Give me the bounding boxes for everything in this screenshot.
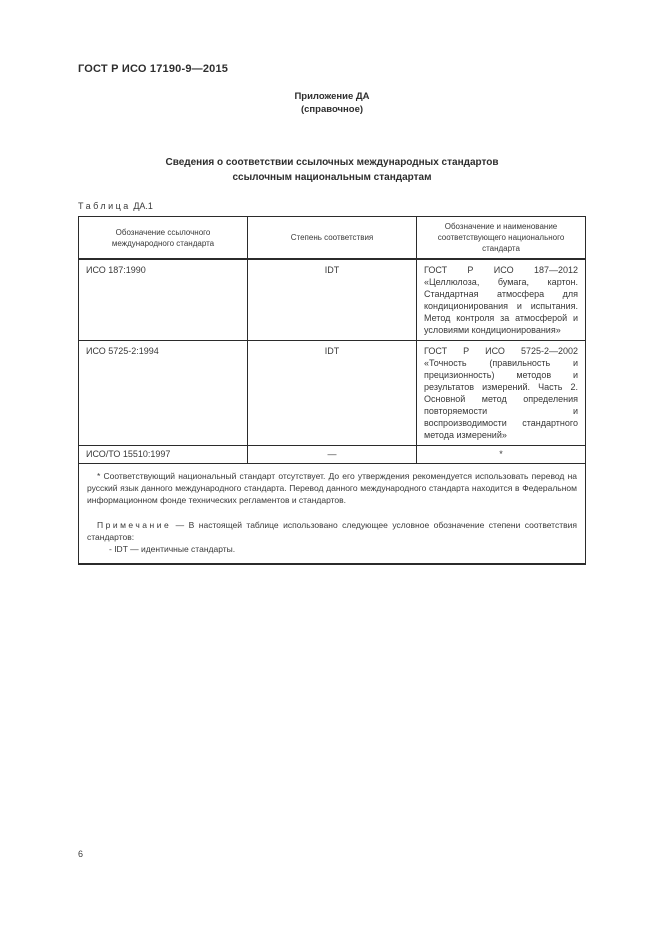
page-title-line1: Сведения о соответствии ссылочных международных стандартов (165, 157, 499, 168)
appendix-block (78, 90, 586, 116)
table-label-word: Таблица (78, 201, 131, 211)
note-text: — В настоящей таблице использовано следующее условное обозначение степени соответствия стандартов: (87, 520, 577, 542)
table-label (78, 201, 586, 211)
correspondence-table (78, 216, 586, 565)
page-content (78, 0, 586, 565)
page-title (78, 155, 586, 185)
cell-national-standard: * (417, 446, 586, 464)
cell-reference-standard: ИСО 187:1990 (79, 259, 248, 341)
cell-reference-standard: ИСО/ТО 15510:1997 (79, 446, 248, 464)
table-header (79, 217, 586, 260)
appendix-label: Приложение ДА (294, 91, 370, 102)
cell-degree: IDT (248, 259, 417, 341)
note-label: Примечание (97, 520, 172, 530)
header-reference-standard: Обозначение ссылочного международного стандарта (79, 217, 248, 260)
table-header-row (79, 217, 586, 260)
table-footnote-row (79, 464, 586, 565)
page-number: 6 (78, 849, 84, 859)
note-item: - IDT — идентичные стандарты. (109, 544, 236, 554)
table-row (79, 341, 586, 446)
cell-degree: — (248, 446, 417, 464)
cell-degree: IDT (248, 341, 417, 446)
table-row (79, 259, 586, 341)
cell-national-standard: ГОСТ Р ИСО 187—2012 «Целлюлоза, бумага, картон. Стандартная атмосфера для кондиционирования и испытания. Метод контроля за атмосферой и условиями кондиционирования» (417, 259, 586, 341)
table-note (87, 519, 577, 555)
appendix-type: (справочное) (300, 104, 364, 115)
cell-reference-standard: ИСО 5725-2:1994 (79, 341, 248, 446)
table-body (79, 259, 586, 564)
header-degree: Степень соответствия (248, 217, 417, 260)
document-header: ГОСТ Р ИСО 17190-9—2015 (78, 63, 229, 75)
page-title-line2: ссылочным национальным стандартам (232, 172, 432, 183)
table-row (79, 446, 586, 464)
table-label-number: ДА.1 (133, 201, 153, 211)
header-national-standard: Обозначение и наименование соответствующего национального стандарта (417, 217, 586, 260)
footnote-cell (79, 464, 586, 565)
cell-national-standard: ГОСТ Р ИСО 5725-2—2002 «Точность (правильность и прецизионность) методов и результатов измерений. Часть 2. Основной метод определения повторяемости и воспроизводимости стандартного метода измерений» (417, 341, 586, 446)
table-footnote: * Соответствующий национальный стандарт отсутствует. До его утверждения рекомендуется использовать перевод на русский язык данного международного стандарта. Перевод данного международного стандарта находится в Федеральном информационном фонде технических регламентов и стандартов. (87, 471, 577, 505)
